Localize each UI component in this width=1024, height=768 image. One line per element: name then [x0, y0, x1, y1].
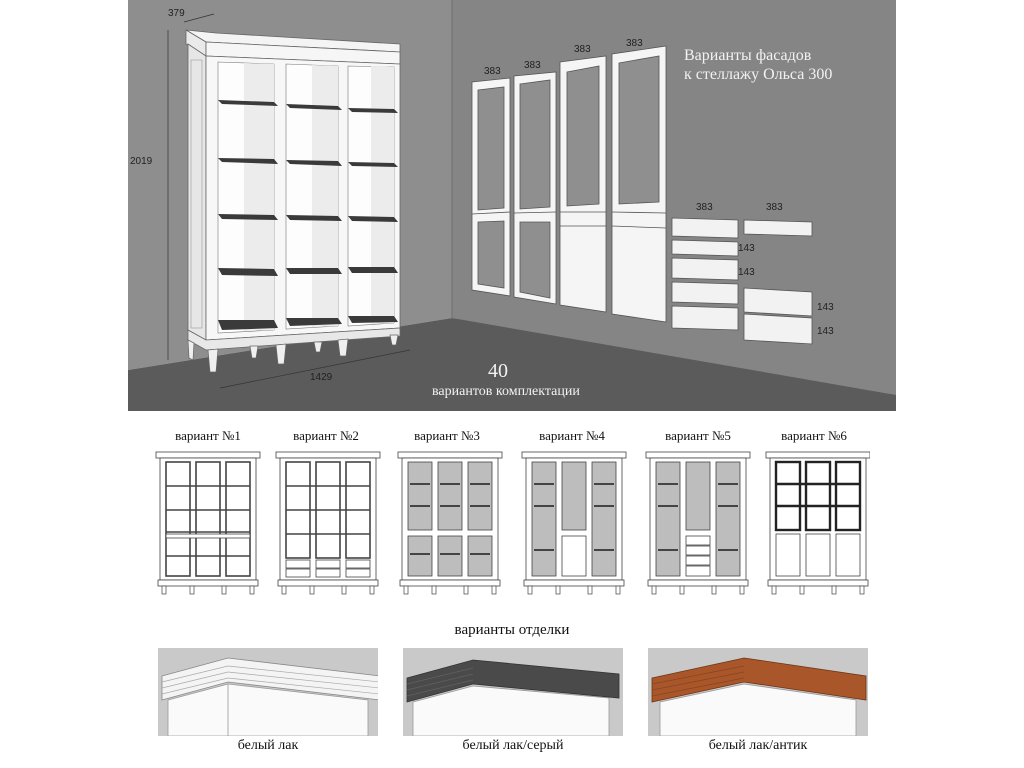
dim-drawer-h-4: 143: [817, 326, 834, 337]
variant-count: 40: [488, 360, 508, 382]
variants-drawings: [150, 450, 870, 600]
dim-door-3: 383: [574, 44, 591, 55]
scene-title: Варианты фасадов к стеллажу Ольса 300: [684, 47, 833, 83]
dim-drawer-h-1: 143: [738, 243, 755, 254]
variant-drawing-3: [398, 452, 502, 594]
variant-drawing-1: [156, 452, 260, 594]
variant-label-5: вариант №5: [665, 428, 731, 443]
variant-drawing-6: [766, 452, 870, 594]
variant-label-1: вариант №1: [175, 428, 241, 443]
variant-drawing-2: [276, 452, 380, 594]
variant-label-4: вариант №4: [539, 428, 605, 443]
dim-drawer-h-2: 143: [738, 267, 755, 278]
dim-width: 1429: [310, 372, 333, 383]
finish-swatch-white: [158, 648, 378, 736]
variant-label-2: вариант №2: [293, 428, 359, 443]
dim-door-2: 383: [524, 60, 541, 71]
dim-drawer-1: 383: [696, 202, 713, 213]
finish-swatch-antique: [648, 648, 868, 736]
variant-label-3: вариант №3: [414, 428, 480, 443]
dim-door-1: 383: [484, 66, 501, 77]
finishes-title: варианты отделки: [454, 622, 570, 638]
variant-drawing-5: [646, 452, 750, 594]
variant-label-6: вариант №6: [781, 428, 847, 443]
dim-height: 2019: [130, 156, 153, 167]
dim-drawer-2: 383: [766, 202, 783, 213]
finish-label-grey: белый лак/серый: [462, 738, 564, 753]
variant-drawing-4: [522, 452, 626, 594]
cabinet-3d: [186, 30, 400, 372]
finish-label-antique: белый лак/антик: [708, 738, 808, 753]
dim-door-4: 383: [626, 38, 643, 49]
finish-label-white: белый лак: [237, 738, 299, 753]
dim-drawer-h-3: 143: [817, 302, 834, 313]
dim-depth: 379: [168, 8, 185, 19]
finish-swatch-grey: [403, 648, 623, 736]
variant-count-label: вариантов комплектации: [432, 384, 580, 399]
